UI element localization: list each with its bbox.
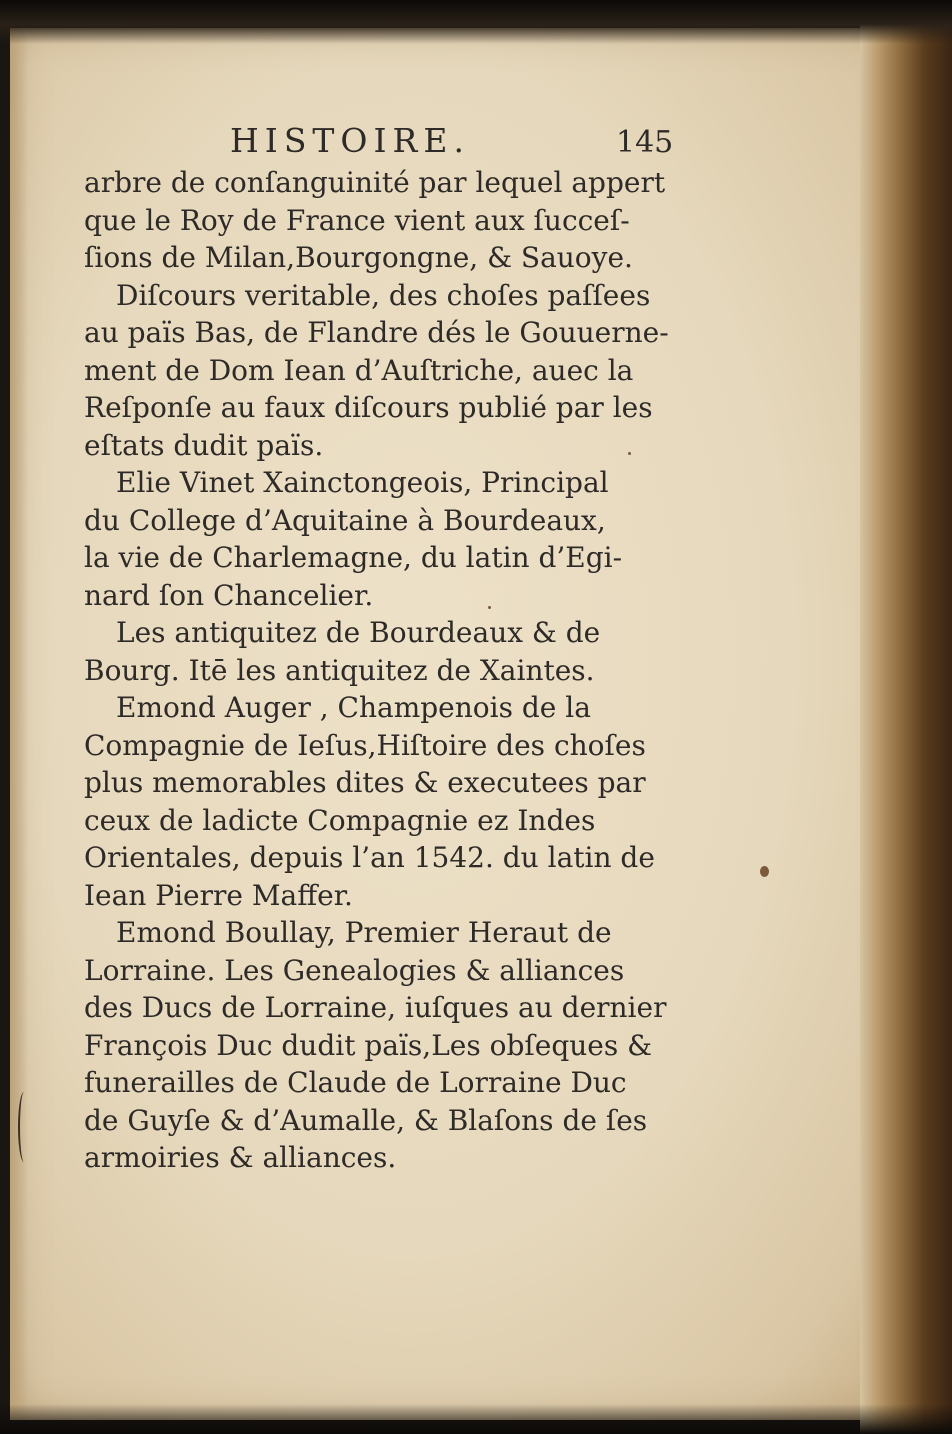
bottom-binding-edge (0, 1404, 952, 1434)
text-line: Emond Auger , Champenois de la (116, 691, 591, 724)
text-line: Diſcours veritable, des choſes paſſees (116, 278, 651, 312)
text-line: Elie Vinet Xainctongeois, Principal (116, 466, 609, 499)
text-line: Les antiquitez de Bourdeaux & de (116, 616, 601, 649)
marginal-bracket-mark (18, 1092, 30, 1162)
top-binding-edge (0, 0, 952, 44)
text-line: des Ducs de Lorraine, iuſques au dernier (84, 991, 667, 1024)
book-spine-edge (860, 20, 952, 1434)
text-line: funerailles de Claude de Lorraine Duc (84, 1066, 627, 1099)
text-line: Reſponſe au faux diſcours publié par les (84, 391, 653, 424)
text-line: Iean Pierre Maffer. (84, 878, 353, 912)
text-line: de Guyſe & d’Aumalle, & Blaſons de ſes (84, 1103, 648, 1137)
text-line: ment de Dom Iean d’Auſtriche, auec la (84, 353, 634, 387)
text-line: eſtats dudit païs. (84, 428, 324, 462)
running-title: HISTOIRE. (230, 121, 470, 160)
page-text (84, 118, 672, 1177)
text-line: nard ſon Chancelier. (84, 578, 374, 612)
text-body (84, 164, 672, 1177)
text-line: arbre de conſanguinité par lequel appert (84, 166, 666, 199)
text-line: Lorraine. Les Genealogies & alliances (84, 953, 625, 987)
text-line: ſions de Milan,Bourgongne, & Sauoye. (84, 241, 633, 274)
text-line: plus memorables dites & executees par (84, 766, 646, 799)
text-line: la vie de Charlemagne, du latin d’Egi- (84, 541, 623, 574)
text-line: au païs Bas, de Flandre dés le Gouuerne- (84, 316, 669, 349)
text-line: François Duc dudit païs,Les obſeques & (84, 1028, 653, 1062)
text-line: du College d’Aquitaine à Bourdeaux, (84, 503, 606, 537)
text-line: Emond Boullay, Premier Heraut de (116, 916, 612, 949)
page-gutter-shadow (10, 28, 28, 1420)
text-line: Compagnie de Ieſus,Hiſtoire des choſes (84, 728, 646, 762)
text-line: Bourg. Itē les antiquitez de Xaintes. (84, 653, 595, 687)
ink-spot (760, 866, 769, 877)
page-number: 145 (616, 125, 674, 160)
text-line: Orientales, depuis l’an 1542. du latin de (84, 841, 655, 874)
text-line: armoiries & alliances. (84, 1141, 397, 1174)
text-line: que le Roy de France vient aux ſucceſ- (84, 203, 630, 237)
text-line: ceux de ladicte Compagnie ez Indes (84, 803, 596, 837)
page-header (84, 118, 672, 164)
